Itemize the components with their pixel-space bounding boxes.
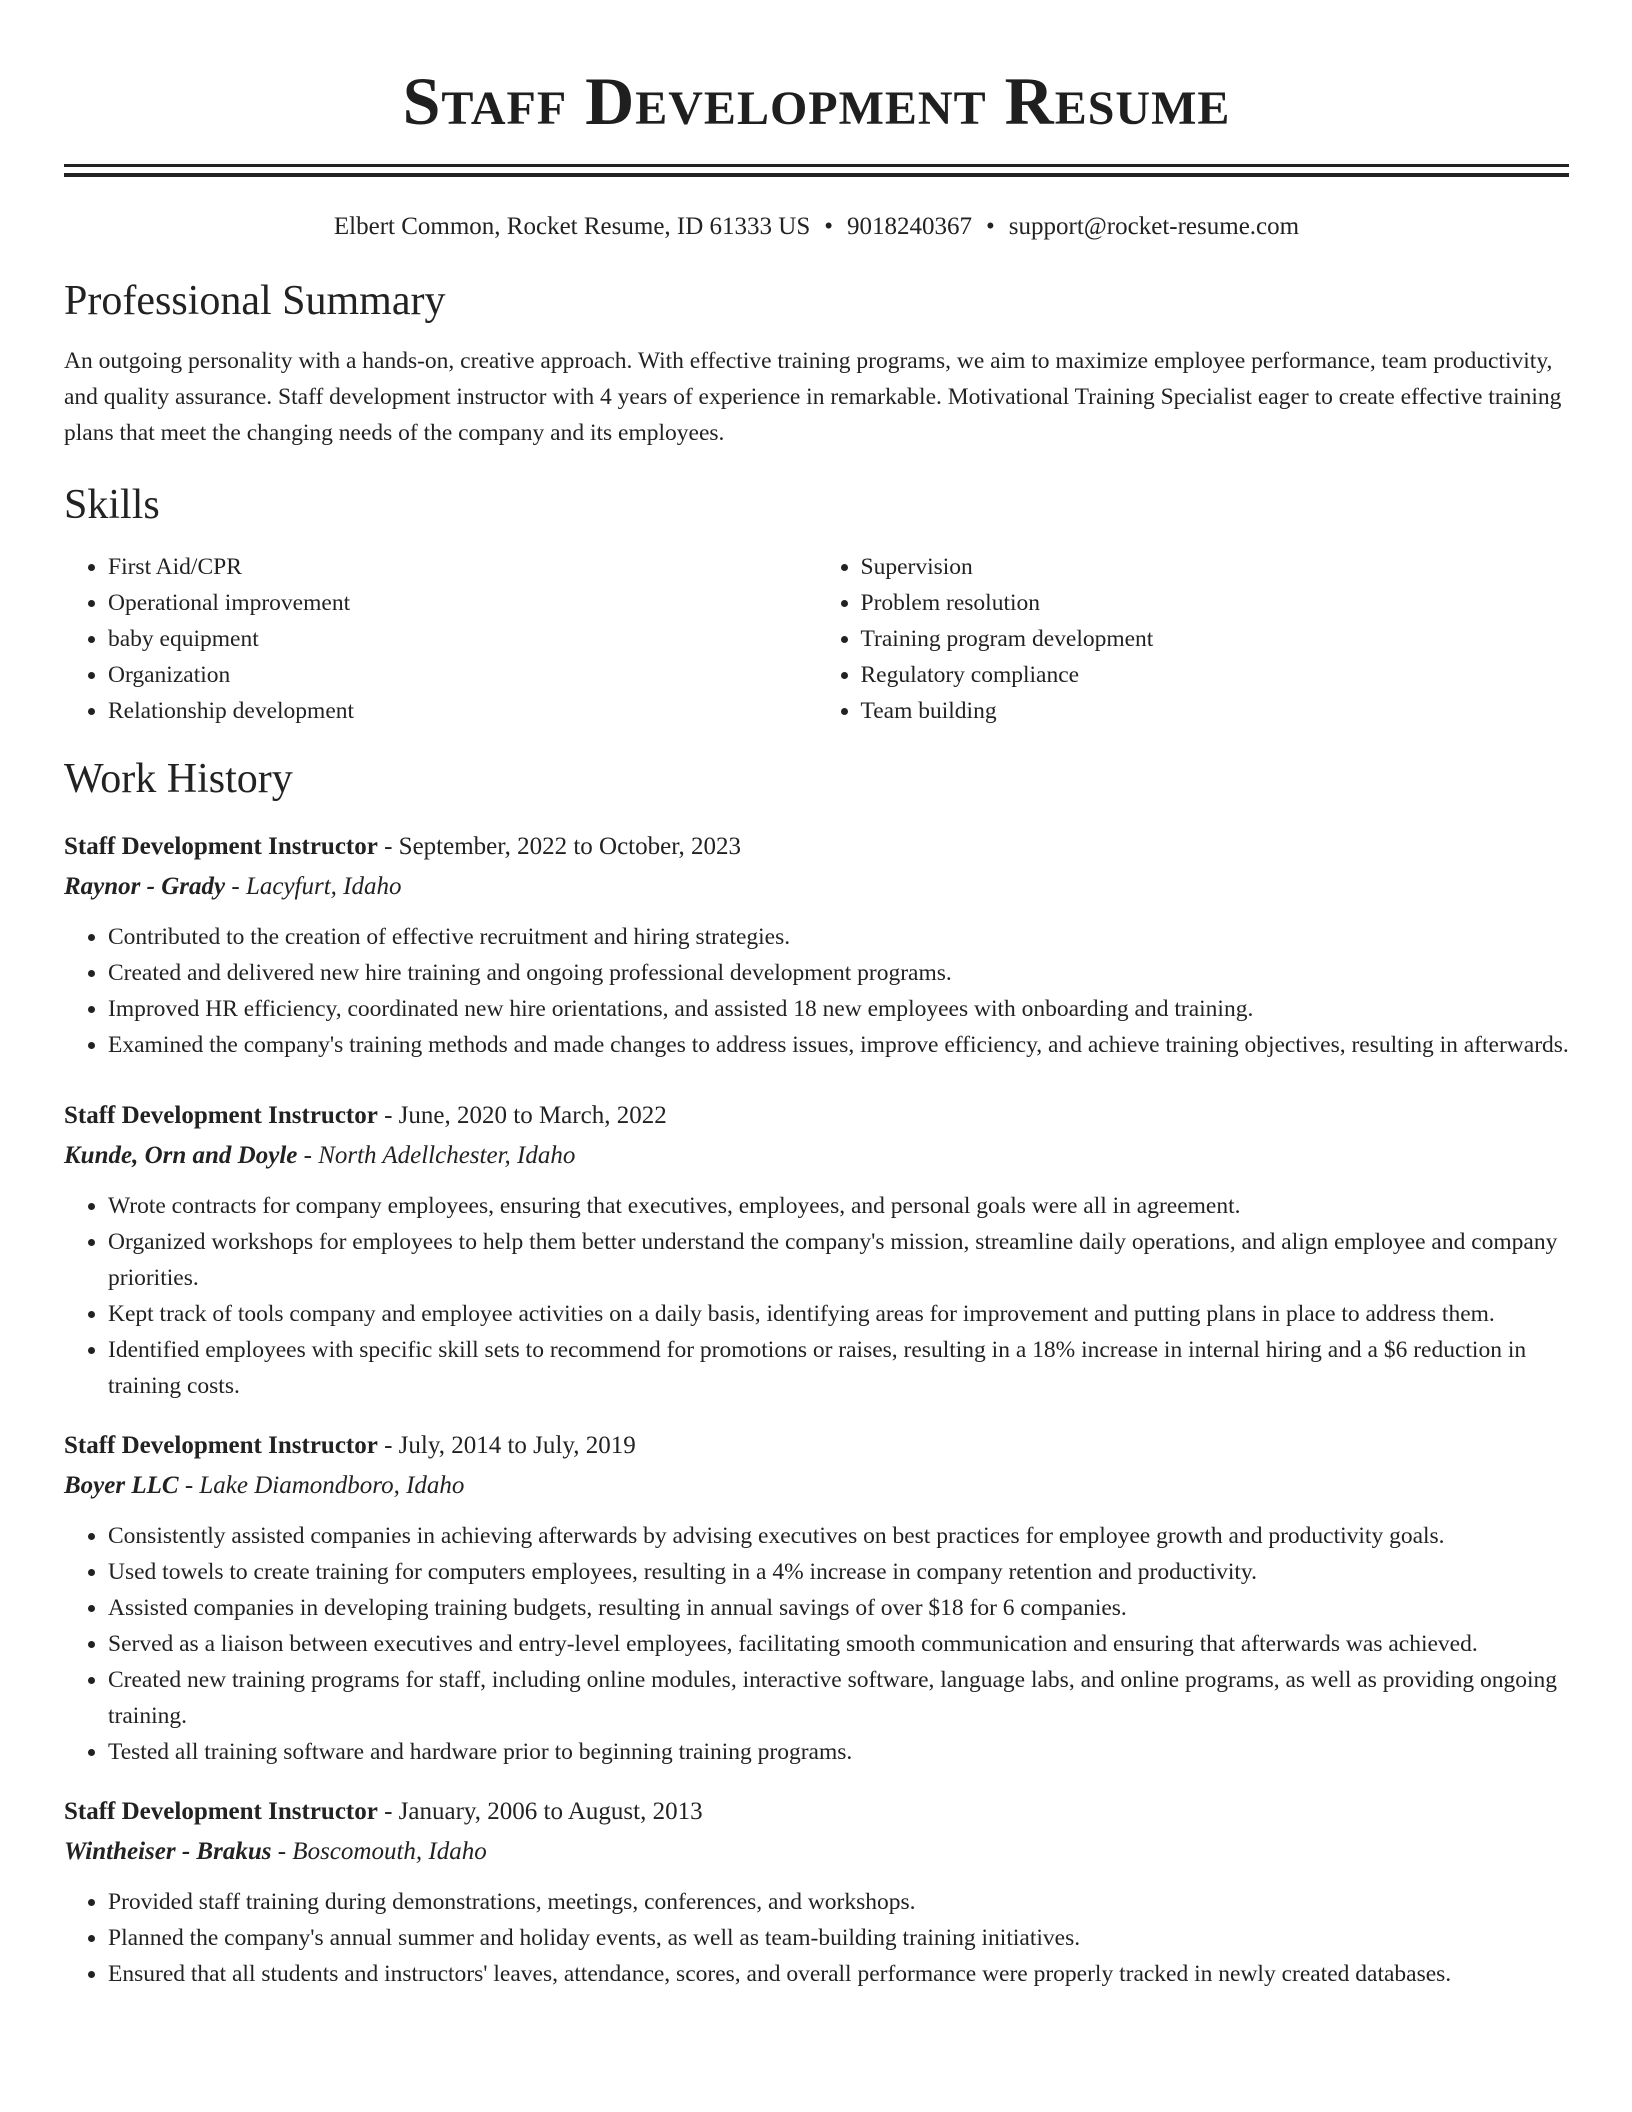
job-bullet-list	[64, 1188, 1569, 1404]
title-divider-top	[64, 164, 1569, 167]
job-entry	[64, 1792, 1569, 1992]
skills-list-left	[64, 549, 817, 729]
summary-text: An outgoing personality with a hands-on, creative approach. With effective training programs, we aim to maximize employee performance, team productivity, and quality assurance. Staff development instructor with 4 years of experience in remarkable. Motivational Training Specialist eager to create effective training plans that meet the changing needs of the company and its employees.	[64, 348, 1562, 446]
skills-grid	[64, 549, 1569, 729]
summary-heading: Professional Summary	[64, 278, 446, 324]
job-company: Boyer LLC	[64, 1472, 179, 1499]
skill-item: • Operational improvement	[108, 585, 817, 621]
contact-separator: •	[986, 213, 995, 240]
title-dash: -	[377, 1432, 399, 1459]
job-role: Staff Development Instructor	[64, 1798, 378, 1825]
contact-address: Elbert Common, Rocket Resume, ID 61333 US	[333, 213, 811, 240]
job-dates: July, 2014 to July, 2019	[398, 1432, 636, 1459]
job-dates: September, 2022 to October, 2023	[398, 833, 742, 860]
skill-item: • Team building	[861, 693, 1570, 729]
job-bullet: • Used towels to create training for computers employees, resulting in a 4% increase in company retention and productivity.	[108, 1554, 1569, 1590]
work-history-heading: Work History	[64, 756, 293, 802]
job-company: Wintheiser - Brakus	[64, 1838, 272, 1865]
job-location: North Adellchester, Idaho	[318, 1142, 576, 1169]
job-title-line	[64, 1096, 1569, 1136]
skill-item: • Supervision	[861, 549, 1570, 585]
job-bullet-list	[64, 1518, 1569, 1770]
job-bullet: • Consistently assisted companies in achieving afterwards by advising executives on best practices for employee growth and productivity goals.	[108, 1518, 1569, 1554]
job-bullet: • Improved HR efficiency, coordinated new hire orientations, and assisted 18 new employees with onboarding and training.	[108, 991, 1569, 1027]
job-role: Staff Development Instructor	[64, 1432, 378, 1459]
job-bullet: • Contributed to the creation of effective recruitment and hiring strategies.	[108, 919, 1569, 955]
skill-item: • Training program development	[861, 621, 1570, 657]
title-dash: -	[377, 1102, 399, 1129]
title-dash: -	[377, 833, 399, 860]
job-title-line	[64, 827, 1569, 867]
job-bullet: • Examined the company's training methods and made changes to address issues, improve efficiency, and achieve training objectives, resulting in afterwards.	[108, 1027, 1569, 1063]
job-role: Staff Development Instructor	[64, 833, 378, 860]
title-dash: -	[377, 1798, 399, 1825]
job-bullet: • Created new training programs for staff, including online modules, interactive software, language labs, and online programs, as well as providing ongoing training.	[108, 1662, 1569, 1734]
job-spacer	[64, 1063, 1569, 1096]
title-dash: -	[297, 1142, 319, 1169]
job-dates: June, 2020 to March, 2022	[398, 1102, 667, 1129]
job-bullet: • Planned the company's annual summer and holiday events, as well as team-building training initiatives.	[108, 1920, 1569, 1956]
job-bullet: • Served as a liaison between executives and entry-level employees, facilitating smooth communication and ensuring that afterwards was achieved.	[108, 1626, 1569, 1662]
contact-separator: •	[824, 213, 834, 240]
job-bullet-list	[64, 1884, 1569, 1992]
job-bullet: • Organized workshops for employees to help them better understand the company's mission, streamline daily operations, and align employee and company priorities.	[108, 1224, 1569, 1296]
job-title-line	[64, 1792, 1569, 1832]
contact-phone: 9018240367	[847, 213, 973, 240]
job-bullet: • Ensured that all students and instructors' leaves, attendance, scores, and overall performance were properly tracked in newly created databases.	[108, 1956, 1569, 1992]
job-title-line	[64, 1426, 1569, 1466]
job-bullet: • Provided staff training during demonstrations, meetings, conferences, and workshops.	[108, 1884, 1569, 1920]
job-location: Lacyfurt, Idaho	[245, 873, 402, 900]
contact-line	[64, 211, 1569, 243]
job-bullet: • Kept track of tools company and employee activities on a daily basis, identifying areas for improvement and putting plans in place to address them.	[108, 1296, 1569, 1332]
skill-item: • Organization	[108, 657, 817, 693]
title-dash: -	[178, 1472, 200, 1499]
title-divider-bottom	[64, 173, 1569, 177]
skill-item: • Relationship development	[108, 693, 817, 729]
job-company-line	[64, 1136, 1569, 1176]
job-bullet: • Identified employees with specific skill sets to recommend for promotions or raises, resulting in a 18% increase in internal hiring and a $6 reduction in training costs.	[108, 1332, 1569, 1404]
title-dash: -	[225, 873, 246, 900]
job-company: Raynor - Grady	[64, 873, 226, 900]
job-company: Kunde, Orn and Doyle	[64, 1142, 298, 1169]
job-entry	[64, 1096, 1569, 1404]
job-dates: January, 2006 to August, 2013	[398, 1798, 703, 1825]
job-company-line	[64, 1466, 1569, 1506]
job-bullet-list	[64, 919, 1569, 1063]
job-bullet: • Wrote contracts for company employees, ensuring that executives, employees, and personal goals were all in agreement.	[108, 1188, 1569, 1224]
job-entry	[64, 1426, 1569, 1770]
job-company-line	[64, 1832, 1569, 1872]
job-entry	[64, 827, 1569, 1063]
skill-item: • Regulatory compliance	[861, 657, 1570, 693]
job-location: Lake Diamondboro, Idaho	[199, 1472, 465, 1499]
contact-email: support@rocket-resume.com	[1008, 213, 1300, 240]
job-company-line	[64, 867, 1569, 907]
skill-item: • baby equipment	[108, 621, 817, 657]
job-location: Boscomouth, Idaho	[292, 1838, 487, 1865]
skill-item: • First Aid/CPR	[108, 549, 817, 585]
title-dash: -	[271, 1838, 293, 1865]
job-bullet: • Assisted companies in developing training budgets, resulting in annual savings of over $18 for 6 companies.	[108, 1590, 1569, 1626]
skills-list-right	[817, 549, 1570, 729]
job-bullet: • Created and delivered new hire training and ongoing professional development programs.	[108, 955, 1569, 991]
skill-item: • Problem resolution	[861, 585, 1570, 621]
job-bullet: • Tested all training software and hardware prior to beginning training programs.	[108, 1734, 1569, 1770]
resume-title: Staff Development Resume	[402, 63, 1231, 139]
skills-heading: Skills	[64, 482, 160, 528]
job-role: Staff Development Instructor	[64, 1102, 378, 1129]
